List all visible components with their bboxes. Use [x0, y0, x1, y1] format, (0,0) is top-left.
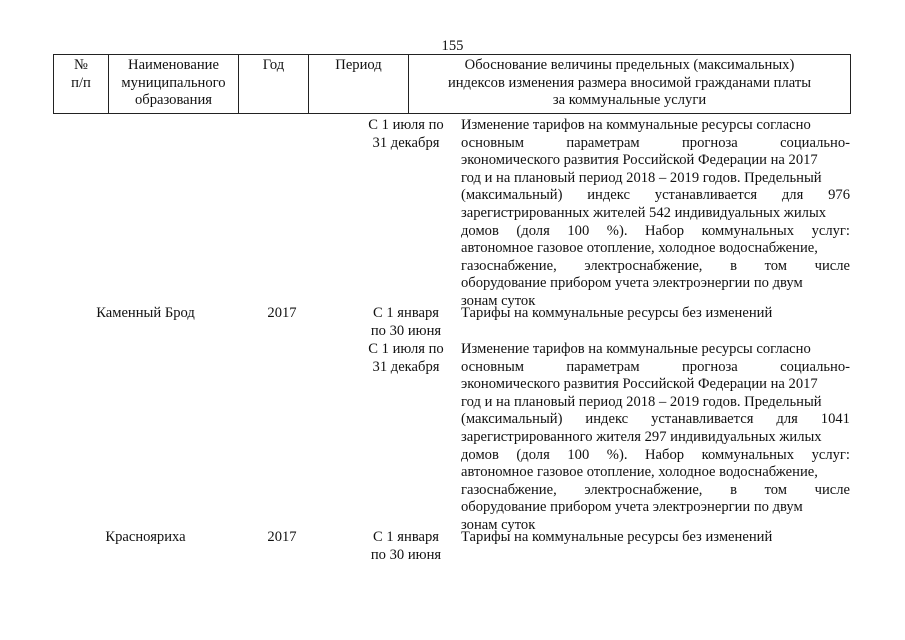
header-name-line: Наименование — [128, 57, 219, 73]
reason-word: числе — [814, 481, 850, 498]
header-reason-line: Обоснование величины предельных (максимальных) — [464, 57, 795, 73]
reason-line: год и на плановый период 2018 – 2019 годов. Предельный — [461, 393, 822, 410]
reason-word: электроснабжение, — [584, 257, 703, 274]
period-line: С 1 января — [372, 529, 440, 545]
reason-word: индекс — [585, 411, 629, 428]
reason — [461, 341, 850, 535]
reason-word: социально- — [780, 358, 850, 375]
reason-line: Изменение тарифов на коммунальные ресурсы согласно — [461, 341, 811, 357]
reason-word: коммунальных — [701, 222, 795, 239]
reason-line — [461, 482, 850, 500]
municipality-name: Каменный Брод — [96, 305, 195, 321]
reason-word: индекс — [587, 187, 630, 204]
header-num-line: п/п — [71, 74, 91, 91]
reason-line: Тарифы на коммунальные ресурсы без изменений — [461, 529, 773, 545]
reason-line — [461, 359, 850, 377]
period — [358, 529, 454, 564]
header-reason-line: за коммунальные услуги — [552, 92, 707, 109]
header-num — [54, 55, 109, 114]
header-name-line: образования — [135, 92, 212, 109]
header-reason-line: индексов изменения размера вносимой гражданами платы — [447, 74, 812, 91]
header-period — [309, 55, 409, 114]
reason-line: Тарифы на коммунальные ресурсы без изменений — [461, 305, 773, 321]
period-line: С 1 июля по — [368, 341, 444, 357]
reason-line: экономического развития Российской Федерации на 2017 — [461, 376, 818, 393]
table-header — [53, 54, 851, 114]
reason-word: устанавливается — [651, 411, 754, 428]
reason-word: параметрам — [566, 134, 640, 151]
reason-word: домов — [461, 446, 499, 463]
reason — [461, 117, 850, 311]
reason-word: услуг: — [811, 446, 850, 463]
reason-line: год и на плановый период 2018 – 2019 годов. Предельный — [461, 169, 822, 186]
reason-word: основным — [461, 134, 524, 151]
reason-line: зарегистрированного жителя 297 индивидуальных жилых — [461, 428, 822, 445]
reason-word: для — [776, 411, 798, 428]
reason-word: прогноза — [682, 134, 738, 151]
reason-word: Набор — [645, 446, 685, 463]
reason-line: оборудование прибором учета электроэнергии по двум — [461, 275, 803, 292]
reason-word: прогноза — [682, 358, 738, 375]
period-line: по 30 июня — [370, 322, 442, 339]
header-name — [109, 55, 239, 114]
reason-word: числе — [814, 257, 850, 274]
header-reason — [409, 55, 851, 114]
reason-word: коммунальных — [701, 446, 795, 463]
header-period-line: Период — [335, 57, 382, 73]
reason-word: 976 — [828, 187, 850, 204]
reason-line: экономического развития Российской Федерации на 2017 — [461, 152, 818, 169]
period — [358, 117, 454, 152]
reason-word: %). — [606, 446, 628, 463]
reason-word: Набор — [645, 222, 685, 239]
reason-line — [461, 187, 850, 205]
year: 2017 — [267, 305, 297, 321]
header-year — [239, 55, 309, 114]
page-number: 155 — [441, 38, 464, 54]
header-name-line: муниципального — [121, 74, 226, 91]
reason-line — [461, 258, 850, 276]
reason-word: (доля — [516, 446, 550, 463]
reason-word: (доля — [516, 222, 550, 239]
period — [358, 341, 454, 376]
reason-line — [461, 135, 850, 153]
reason — [461, 529, 850, 547]
reason-word: в — [730, 481, 737, 498]
period-line: 31 декабря — [372, 358, 440, 375]
reason — [461, 305, 850, 323]
reason-line: Изменение тарифов на коммунальные ресурсы согласно — [461, 117, 811, 133]
period-line: С 1 января — [372, 305, 440, 321]
reason-word: (максимальный) — [461, 187, 563, 204]
period-line: 31 декабря — [372, 134, 440, 151]
reason-word: 100 — [567, 446, 590, 463]
municipality-name: Краснояриха — [105, 529, 186, 545]
reason-line: автономное газовое отопление, холодное водоснабжение, — [461, 464, 818, 481]
reason-word: для — [781, 187, 804, 204]
header-num-line: № — [74, 57, 88, 73]
reason-word: основным — [461, 358, 524, 375]
reason-word: газоснабжение, — [461, 257, 557, 274]
reason-word: социально- — [780, 134, 850, 151]
reason-line: зонам суток — [461, 292, 536, 309]
reason-word: домов — [461, 222, 499, 239]
reason-word: устанавливается — [654, 187, 758, 204]
reason-word: в — [730, 257, 737, 274]
period-line: С 1 июля по — [368, 117, 444, 133]
reason-line — [461, 223, 850, 241]
reason-word: %). — [606, 222, 628, 239]
reason-line: оборудование прибором учета электроэнергии по двум — [461, 499, 803, 516]
header-year-line: Год — [262, 57, 285, 73]
reason-line: зарегистрированных жителей 542 индивидуальных жилых — [461, 204, 827, 221]
reason-line: автономное газовое отопление, холодное водоснабжение, — [461, 240, 818, 257]
period-line: по 30 июня — [370, 546, 442, 563]
reason-word: (максимальный) — [461, 411, 563, 428]
reason-word: параметрам — [566, 358, 640, 375]
reason-word: 100 — [567, 222, 590, 239]
reason-word: электроснабжение, — [584, 481, 703, 498]
period — [358, 305, 454, 340]
year: 2017 — [267, 529, 297, 545]
reason-word: том — [764, 257, 788, 274]
reason-line: зонам суток — [461, 516, 536, 533]
reason-line — [461, 411, 850, 429]
reason-word: том — [764, 481, 788, 498]
reason-word: газоснабжение, — [461, 481, 557, 498]
reason-word: услуг: — [811, 222, 850, 239]
reason-word: 1041 — [820, 411, 850, 428]
reason-line — [461, 447, 850, 465]
